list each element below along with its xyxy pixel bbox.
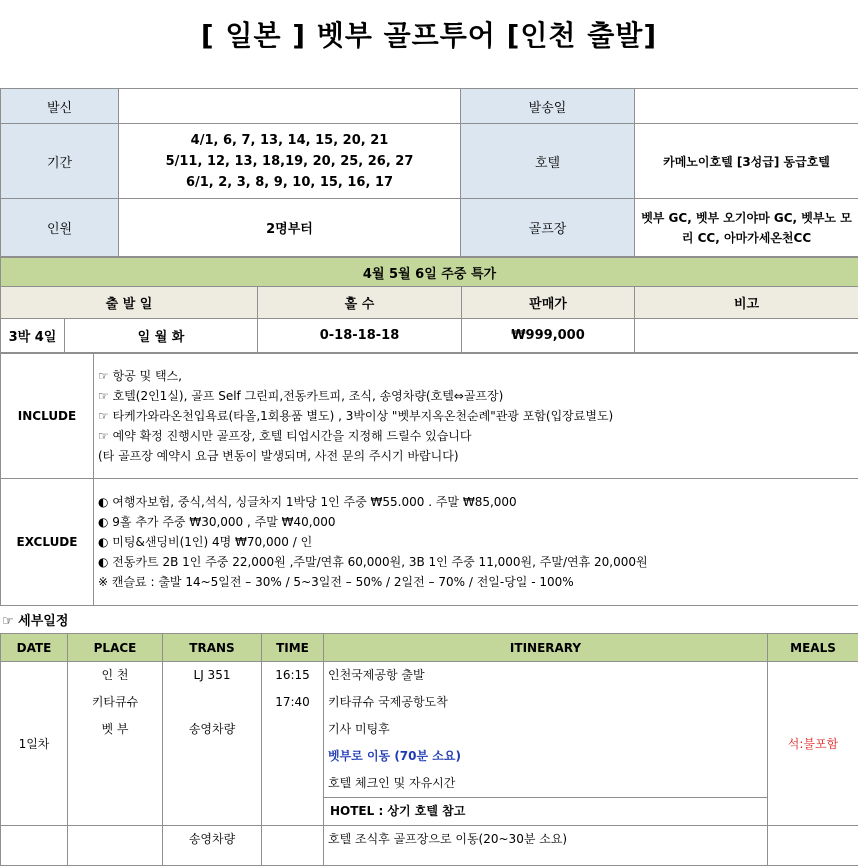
exclude-label: EXCLUDE <box>1 479 94 606</box>
day1-itinerary <box>324 662 768 826</box>
sender-value <box>119 89 461 124</box>
trans-item: 송영차량 <box>163 716 261 743</box>
header-departure: 출 발 일 <box>1 287 258 319</box>
exclude-line: ◐ 전동카트 2B 1인 주중 22,000원 ,주말/연휴 60,000원, 3B 1인 주중 11,000원, 주말/연휴 20,000원 <box>98 552 858 572</box>
special-offer-title: 4월 5월 6일 주중 특가 <box>1 258 858 287</box>
place-item: 벳 부 <box>68 716 162 743</box>
time-item: 16:15 <box>262 662 323 689</box>
include-line: (타 골프장 예약시 요금 변동이 발생되며, 사전 문의 주시기 바랍니다) <box>98 446 858 466</box>
sender-label: 발신 <box>1 89 119 124</box>
itinerary-item: 벳부로 이동 (70분 소요) <box>324 743 767 770</box>
price-cell: ₩999,000 <box>462 319 635 353</box>
itinerary-item: 기사 미팅후 <box>324 716 767 743</box>
col-itinerary: ITINERARY <box>324 634 768 662</box>
people-value: 2명부터 <box>119 199 461 257</box>
itinerary-table <box>0 633 858 866</box>
nights-cell: 3박 4일 <box>1 319 65 353</box>
holes-cell: 0-18-18-18 <box>258 319 462 353</box>
trans-item: 송영차량 <box>163 826 261 853</box>
table-row <box>1 826 858 866</box>
info-table <box>0 88 858 257</box>
day2-date <box>1 826 68 866</box>
trans-item: LJ 351 <box>163 662 261 689</box>
table-row <box>1 662 858 826</box>
col-time: TIME <box>262 634 324 662</box>
place-item: 인 천 <box>68 662 162 689</box>
col-date: DATE <box>1 634 68 662</box>
day2-trans <box>163 826 262 866</box>
trans-item <box>163 689 261 716</box>
include-line: ☞ 항공 및 택스, <box>98 366 858 386</box>
send-date-label: 발송일 <box>461 89 635 124</box>
include-label: INCLUDE <box>1 354 94 479</box>
day2-time <box>262 826 324 866</box>
exclude-line: ※ 캔슬료 : 출발 14~5일전 – 30% / 5~3일전 – 50% / 2일전 – 70% / 전일-당일 - 100% <box>98 572 858 592</box>
include-line: ☞ 타케가와라온천입욕료(타올,1회용품 별도) , 3박이상 "벳부지옥온천순례"관광 포함(입장료별도) <box>98 406 858 426</box>
day1-date: 1일차 <box>1 662 68 826</box>
itinerary-item: 키타큐슈 국제공항도착 <box>324 689 767 716</box>
period-value <box>119 124 461 199</box>
day2-itinerary <box>324 826 768 866</box>
people-label: 인원 <box>1 199 119 257</box>
hotel-label: 호텔 <box>461 124 635 199</box>
header-price: 판매가 <box>462 287 635 319</box>
header-holes: 홀 수 <box>258 287 462 319</box>
period-line: 5/11, 12, 13, 18,19, 20, 25, 26, 27 <box>119 151 460 172</box>
col-place: PLACE <box>68 634 163 662</box>
itinerary-item: 인천국제공항 출발 <box>324 662 767 689</box>
send-date-value <box>635 89 858 124</box>
hotel-note: HOTEL : 상기 호텔 참고 <box>324 797 767 825</box>
day1-places <box>68 662 163 826</box>
schedule-heading: ☞ 세부일정 <box>2 610 68 629</box>
include-exclude-table <box>0 353 858 606</box>
page-title: [ 일본 ] 벳부 골프투어 [인천 출발] <box>0 14 858 54</box>
golf-course-value: 벳부 GC, 벳부 오기야마 GC, 벳부노 모리 CC, 아마가세온천CC <box>635 199 858 257</box>
include-line: ☞ 예약 확정 진행시만 골프장, 호텔 티업시간을 지정해 드릴수 있습니다 <box>98 426 858 446</box>
time-item: 17:40 <box>262 689 323 716</box>
exclude-line: ◐ 미팅&샌딩비(1인) 4명 ₩70,000 / 인 <box>98 532 858 552</box>
include-line: ☞ 호텔(2인1실), 골프 Self 그린피,전동카트피, 조식, 송영차량(호텔⇔골프장) <box>98 386 858 406</box>
note-cell <box>635 319 858 353</box>
day2-place <box>68 826 163 866</box>
exclude-line: ◐ 9홀 추가 주중 ₩30,000 , 주말 ₩40,000 <box>98 512 858 532</box>
days-cell: 일 월 화 <box>65 319 258 353</box>
day2-meals <box>768 826 858 866</box>
col-meals: MEALS <box>768 634 858 662</box>
period-line: 6/1, 2, 3, 8, 9, 10, 15, 16, 17 <box>119 172 460 193</box>
exclude-list <box>94 479 858 606</box>
col-trans: TRANS <box>163 634 262 662</box>
include-list <box>94 354 858 479</box>
place-item: 키타큐슈 <box>68 689 162 716</box>
hotel-value: 카메노이호텔 [3성급] 동급호텔 <box>635 124 858 199</box>
day1-meals: 석:불포함 <box>768 662 858 826</box>
period-label: 기간 <box>1 124 119 199</box>
special-offer-table <box>0 257 858 353</box>
exclude-line: ◐ 여행자보험, 중식,석식, 싱글차지 1박당 1인 주중 ₩55.000 . 주말 ₩85,000 <box>98 492 858 512</box>
itinerary-item: 호텔 조식후 골프장으로 이동(20~30분 소요) <box>324 826 767 853</box>
header-note: 비고 <box>635 287 858 319</box>
day1-trans <box>163 662 262 826</box>
period-line: 4/1, 6, 7, 13, 14, 15, 20, 21 <box>119 130 460 151</box>
golf-course-label: 골프장 <box>461 199 635 257</box>
itinerary-item: 호텔 체크인 및 자유시간 <box>324 770 767 797</box>
day1-times <box>262 662 324 826</box>
